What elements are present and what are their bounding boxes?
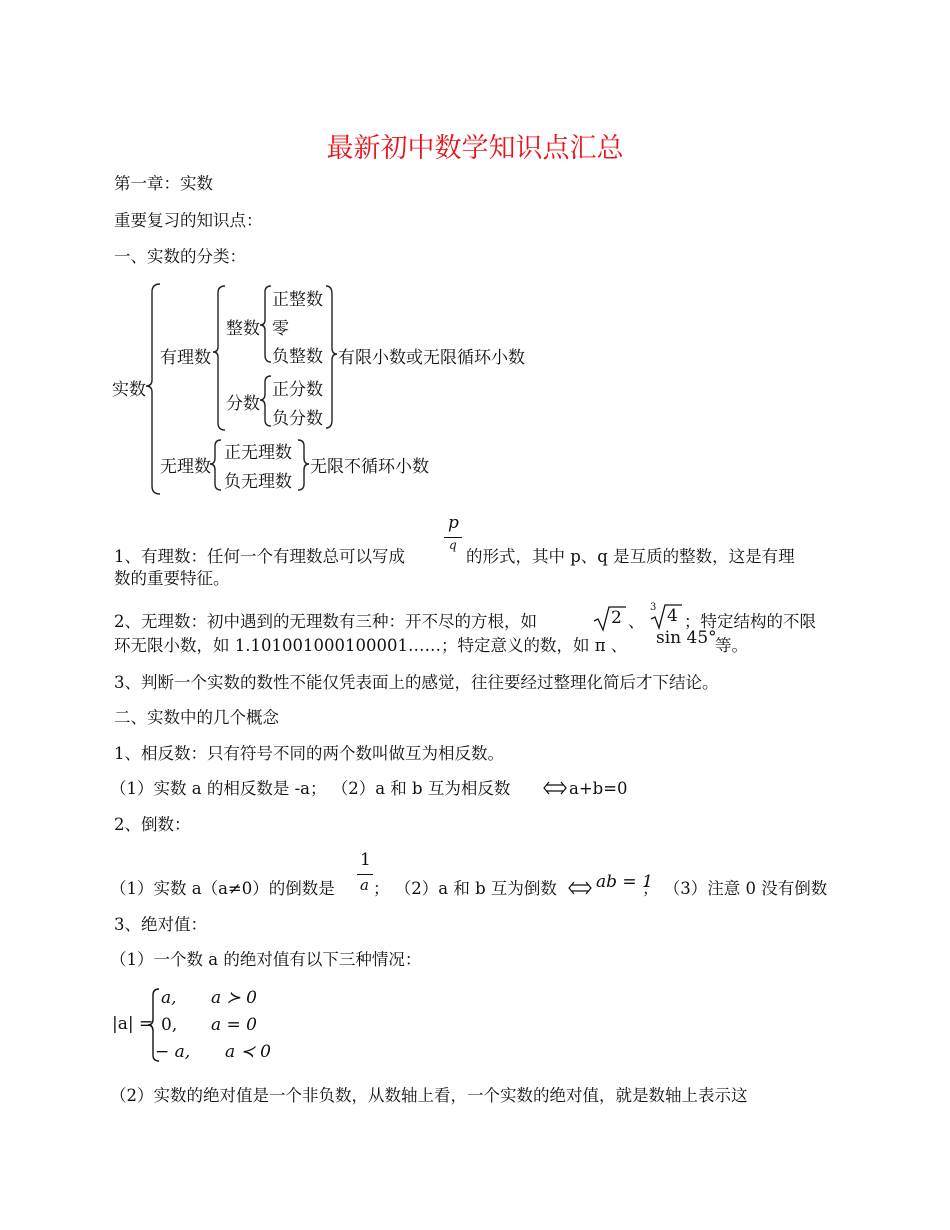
- abs-case1-value: a,: [161, 988, 177, 1008]
- absolute-value-heading: 3、绝对值：: [114, 915, 207, 934]
- page-title: 最新初中数学知识点汇总: [326, 133, 624, 164]
- class-irrational-note: 无限不循环小数: [310, 457, 429, 477]
- class-integer: 整数: [226, 319, 260, 339]
- cube-root-index: 3: [650, 602, 657, 613]
- equivalence-arrow-2: [567, 878, 593, 898]
- class-negative-fraction: 负分数: [272, 409, 323, 429]
- class-negative-irrational: 负无理数: [224, 472, 292, 492]
- opposite-sum-zero: a+b=0: [569, 779, 628, 798]
- reciprocal-numerator: 1: [360, 850, 371, 870]
- reciprocal-rule-2: ； （2）a 和 b 互为倒数: [373, 879, 557, 898]
- opposite-number-rules: （1）实数 a 的相反数是 -a； （2）a 和 b 互为相反数: [110, 779, 511, 798]
- class-rational: 有理数: [160, 348, 211, 368]
- abs-lhs: |a| =: [112, 1014, 154, 1034]
- class-irrational: 无理数: [160, 457, 211, 477]
- class-fraction: 分数: [226, 394, 260, 414]
- reciprocal-heading: 2、倒数：: [114, 815, 191, 834]
- irrational-line1-b: ；特定结构的不限: [684, 612, 816, 631]
- fraction-numerator: p: [448, 513, 459, 533]
- real-number-classification: [108, 280, 568, 498]
- iff-arrow-icon: [542, 778, 568, 798]
- class-rational-note: 有限小数或无限循环小数: [338, 348, 525, 368]
- sqrt-2-expression: [592, 604, 628, 634]
- section-heading-1: 一、实数的分类：: [114, 247, 246, 266]
- irrational-line2: 环无限小数，如 1.101001000100001……；特定意义的数，如 π 、: [114, 636, 628, 655]
- fraction-denominator: q: [449, 538, 457, 552]
- abs-case2-condition: a = 0: [211, 1015, 258, 1035]
- review-heading: 重要复习的知识点：: [114, 211, 263, 230]
- reciprocal-rule-1: （1）实数 a（a≠0）的倒数是: [110, 879, 335, 898]
- class-zero: 零: [272, 319, 289, 339]
- fraction-p-over-q: [444, 513, 464, 559]
- abs-case3-value: − a,: [155, 1042, 191, 1062]
- equivalence-arrow-1: [542, 778, 568, 798]
- class-positive-irrational: 正无理数: [224, 443, 292, 463]
- class-positive-integer: 正整数: [272, 290, 323, 310]
- rational-definition-line1-a: 1、有理数：任何一个有理数总可以写成: [114, 547, 405, 566]
- irrational-separator: 、: [628, 612, 645, 631]
- class-negative-integer: 负整数: [272, 347, 323, 367]
- sqrt-radicand: 2: [611, 608, 622, 628]
- abs-case3-condition: a ≺ 0: [225, 1042, 272, 1062]
- irrational-line2-end: 等。: [715, 636, 748, 655]
- absolute-value-cases-intro: （1）一个数 a 的绝对值有以下三种情况：: [110, 950, 422, 969]
- class-real: 实数: [112, 380, 146, 400]
- rational-definition-line2: 数的重要特征。: [114, 569, 230, 588]
- section-heading-2: 二、实数中的几个概念: [114, 708, 279, 727]
- reciprocal-denominator: a: [360, 876, 369, 894]
- chapter-heading: 第一章：实数: [114, 174, 213, 193]
- iff-arrow-icon: [567, 878, 593, 898]
- absolute-value-geometric-meaning: （2）实数的绝对值是一个非负数，从数轴上看，一个实数的绝对值，就是数轴上表示这: [110, 1086, 748, 1105]
- judgement-note: 3、判断一个实数的数性不能仅凭表面上的感觉，往往要经过整理化简后才下结论。: [114, 673, 719, 692]
- radical-sign: [592, 604, 628, 634]
- reciprocal-fraction-bar: [357, 874, 373, 875]
- irrational-line1-a: 2、无理数：初中遇到的无理数有三种：开不尽的方根，如: [114, 612, 537, 631]
- cube-root-radicand: 4: [667, 606, 678, 626]
- opposite-number-definition: 1、相反数：只有符号不同的两个数叫做互为相反数。: [114, 744, 504, 763]
- abs-case1-condition: a ≻ 0: [211, 988, 258, 1008]
- abs-case2-value: 0,: [161, 1015, 178, 1035]
- reciprocal-rule-3: ； （3）注意 0 没有倒数: [642, 879, 828, 898]
- sin45-expression: sin 45°: [656, 628, 717, 648]
- reciprocal-product: ab = 1: [596, 872, 653, 892]
- absolute-value-piecewise: [112, 985, 282, 1065]
- class-positive-fraction: 正分数: [272, 380, 323, 400]
- rational-definition-line1-b: 的形式，其中 p、q 是互质的整数，这是有理: [466, 547, 795, 566]
